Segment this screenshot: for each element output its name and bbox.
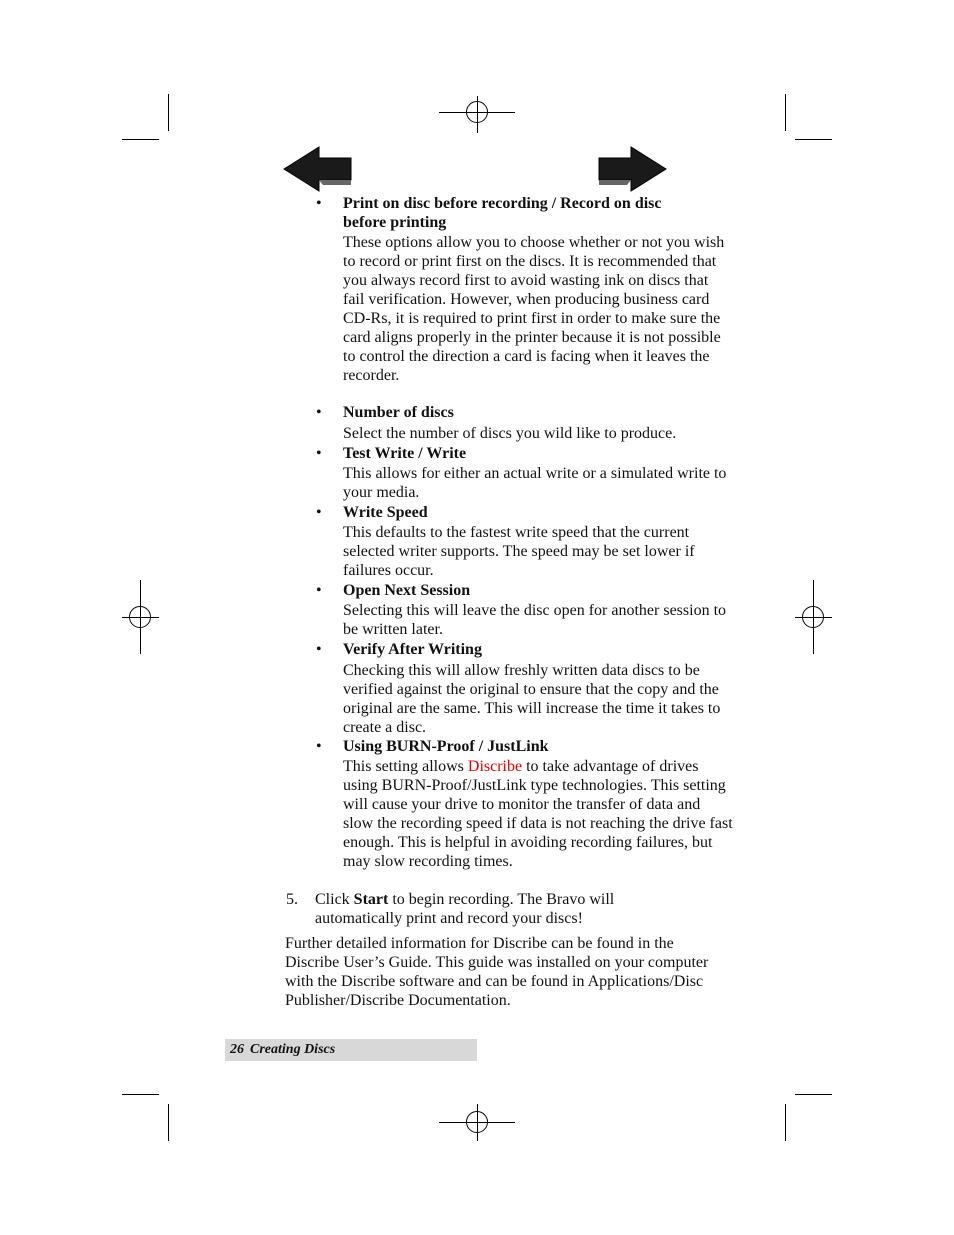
option-title-test-write: Test Write / Write (343, 445, 467, 462)
option-body-print-record-order: These options allow you to choose whether or not you wish to record or print first on the discs. It is recommended that you always record first to avoid wasting ink on discs that fail verification. However, when producing business card CD-Rs, it is required to print first in order to make sure the card aligns properly in the printer because it is not possible to control the direction a card is facing when it leaves the recorder. (343, 234, 725, 384)
option-body-verify-after-writing: Checking this will allow freshly written data discs to be verified against the original to ensure that the copy and the original are the same. This will increase the time it takes to create a disc. (343, 662, 721, 736)
option-title-number-of-discs: Number of discs (343, 404, 454, 421)
closing-paragraph: Further detailed information for Discribe can be found in the Discribe User’s Guide. This guide was installed on your computer with the Discribe software and can be found in Applications/Disc Publisher/Discribe Documentation. (285, 935, 709, 1009)
option-title-write-speed: Write Speed (343, 504, 428, 521)
step-text-post: to begin recording. The Bravo will automatically print and record your discs! (315, 891, 615, 927)
bullet: • (316, 582, 322, 599)
bullet: • (316, 404, 322, 421)
step-text (315, 890, 675, 928)
option-title-verify-after-writing: Verify After Writing (343, 641, 482, 658)
bullet: • (316, 738, 322, 755)
bullet: • (316, 504, 322, 521)
bullet: • (316, 641, 322, 658)
discribe-link[interactable]: Discribe (467, 758, 523, 775)
step-number: 5. (286, 891, 298, 908)
bullet: • (316, 445, 322, 462)
option-body-burn-proof-post: to take advantage of drives using BURN-Proof/JustLink type technologies. This setting will cause your drive to monitor the transfer of data and slow the recording speed if data is not reaching the drive fast enough. This is helpful in avoiding recording failures, but may slow recording times. (343, 758, 733, 870)
section-title: Creating Discs (250, 1042, 336, 1057)
option-body-open-next-session: Selecting this will leave the disc open for another session to be written later. (343, 602, 727, 638)
step-text-pre: Click (315, 891, 354, 908)
option-body-burn-proof (343, 757, 733, 871)
option-body-number-of-discs: Select the number of discs you wild like to produce. (343, 425, 677, 442)
option-title-burn-proof: Using BURN-Proof / JustLink (343, 738, 549, 755)
option-body-test-write: This allows for either an actual write or a simulated write to your media. (343, 465, 727, 501)
option-title-print-record-order: Print on disc before recording / Record on disc before printing (343, 195, 662, 231)
option-body-write-speed: This defaults to the fastest write speed that the current selected writer supports. The speed may be set lower if failures occur. (343, 524, 695, 579)
start-keyword: Start (353, 891, 389, 908)
option-title-open-next-session: Open Next Session (343, 582, 471, 599)
option-body-burn-proof-pre: This setting allows (343, 758, 468, 775)
bullet: • (316, 195, 322, 212)
page-number: 26 (230, 1042, 244, 1057)
page-footer (225, 1039, 477, 1061)
